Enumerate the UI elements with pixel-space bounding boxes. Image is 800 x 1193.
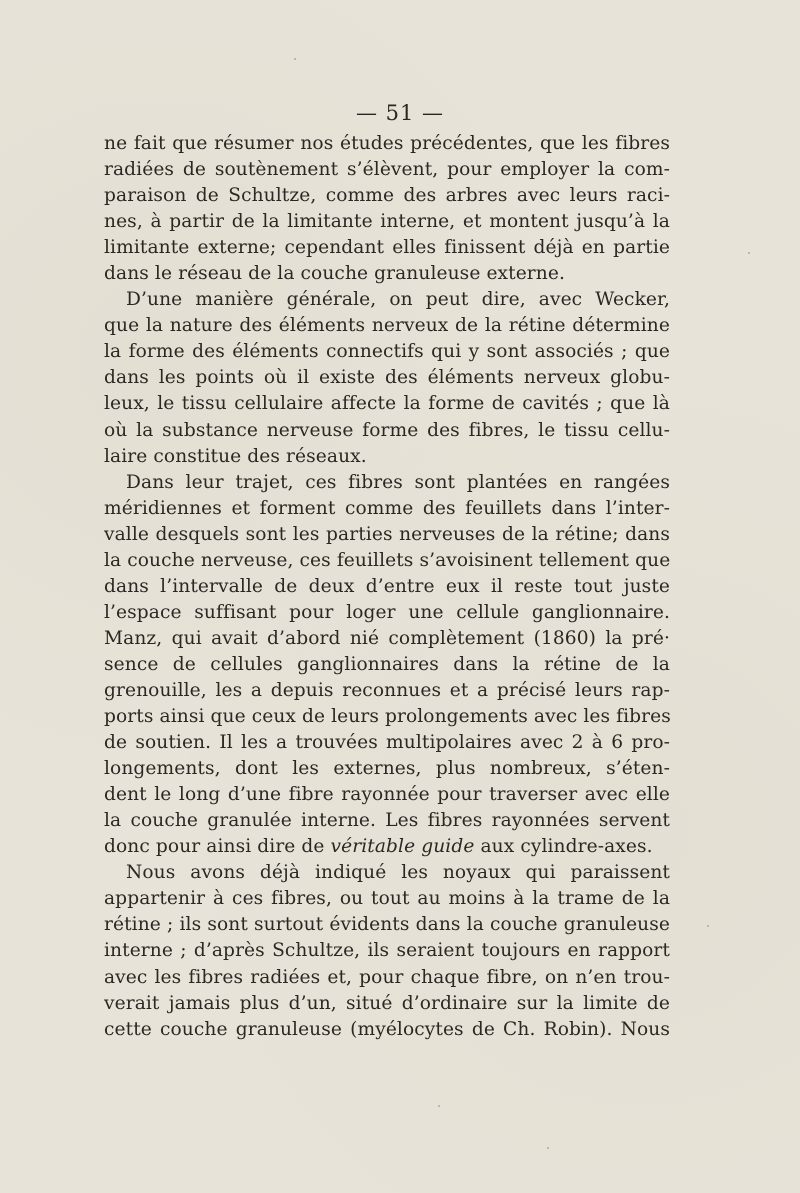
text-line: nes, à partir de la limitante interne, et montent jusqu’à la: [104, 211, 670, 233]
text-segment: donc pour ainsi dire de: [104, 836, 331, 858]
text-line: grenouille, les a depuis reconnues et a précisé leurs rap-: [104, 679, 670, 701]
text-line: D’une manière générale, on peut dire, avec Wecker,: [126, 289, 670, 311]
text-line: dans le réseau de la couche granuleuse externe.: [104, 263, 565, 285]
paper-speck: [748, 252, 750, 254]
text-line: dans les points où il existe des éléments nerveux globu-: [104, 367, 670, 389]
text-line: radiées de soutènement s’élèvent, pour employer la com-: [104, 159, 670, 181]
text-line: dans l’intervalle de deux d’entre eux il reste tout juste: [104, 575, 670, 597]
text-line: Nous avons déjà indiqué les noyaux qui paraissent: [126, 862, 670, 884]
text-line: Dans leur trajet, ces fibres sont plantées en rangées: [126, 471, 670, 493]
text-line: leux, le tissu cellulaire affecte la forme de cavités ; que là: [104, 393, 670, 415]
text-line: sence de cellules ganglionnaires dans la rétine de la: [104, 653, 670, 675]
text-line: valle desquels sont les parties nerveuses de la rétine; dans: [104, 523, 670, 545]
text-line: rétine ; ils sont surtout évidents dans la couche granuleuse: [104, 914, 670, 936]
text-line: ports ainsi que ceux de leurs prolongements avec les fibres: [104, 706, 671, 728]
paper-speck: [294, 58, 296, 60]
body-text: [104, 131, 670, 1043]
paper-speck: [438, 1105, 440, 1107]
text-line: appartenir à ces fibres, ou tout au moins à la trame de la: [104, 888, 670, 910]
page-number: — 51 —: [355, 101, 445, 125]
text-line: interne ; d’après Schultze, ils seraient toujours en rapport: [104, 940, 670, 962]
text-line: avec les fibres radiées et, pour chaque fibre, on n’en trou-: [104, 966, 670, 988]
paper-speck: [547, 1147, 549, 1149]
text-segment: aux cylindre-axes.: [474, 836, 653, 858]
text-line: l’espace suffisant pour loger une cellule ganglionnaire.: [104, 601, 670, 623]
text-line: la couche granulée interne. Les fibres rayonnées servent: [104, 810, 670, 832]
text-line-with-italic: [104, 834, 670, 860]
text-line: paraison de Schultze, comme des arbres avec leurs raci-: [104, 185, 670, 207]
text-line: longements, dont les externes, plus nombreux, s’éten-: [104, 758, 670, 780]
text-line: que la nature des éléments nerveux de la rétine détermine: [104, 315, 670, 337]
text-line: ne fait que résumer nos études précédentes, que les fibres: [104, 133, 670, 154]
text-line: méridiennes et forment comme des feuillets dans l’inter-: [104, 497, 670, 519]
text-line: dent le long d’une fibre rayonnée pour traverser avec elle: [104, 784, 670, 806]
text-line: où la substance nerveuse forme des fibres, le tissu cellu-: [104, 419, 670, 441]
text-line: verait jamais plus d’un, situé d’ordinaire sur la limite de: [104, 992, 670, 1014]
text-line: la forme des éléments connectifs qui y sont associés ; que: [104, 341, 670, 363]
text-line: limitante externe; cependant elles finissent déjà en partie: [104, 237, 670, 259]
text-line: Manz, qui avait d’abord nié complètement (1860) la pré·: [104, 627, 670, 649]
paper-speck: [707, 925, 709, 927]
text-line: cette couche granuleuse (myélocytes de Ch. Robin). Nous: [104, 1018, 670, 1040]
italic-phrase: véritable guide: [330, 836, 475, 858]
text-line: laire constitue des réseaux.: [104, 445, 367, 467]
text-line: la couche nerveuse, ces feuillets s’avoisinent tellement que: [104, 549, 671, 571]
text-line: de soutien. Il les a trouvées multipolaires avec 2 à 6 pro-: [104, 732, 670, 754]
